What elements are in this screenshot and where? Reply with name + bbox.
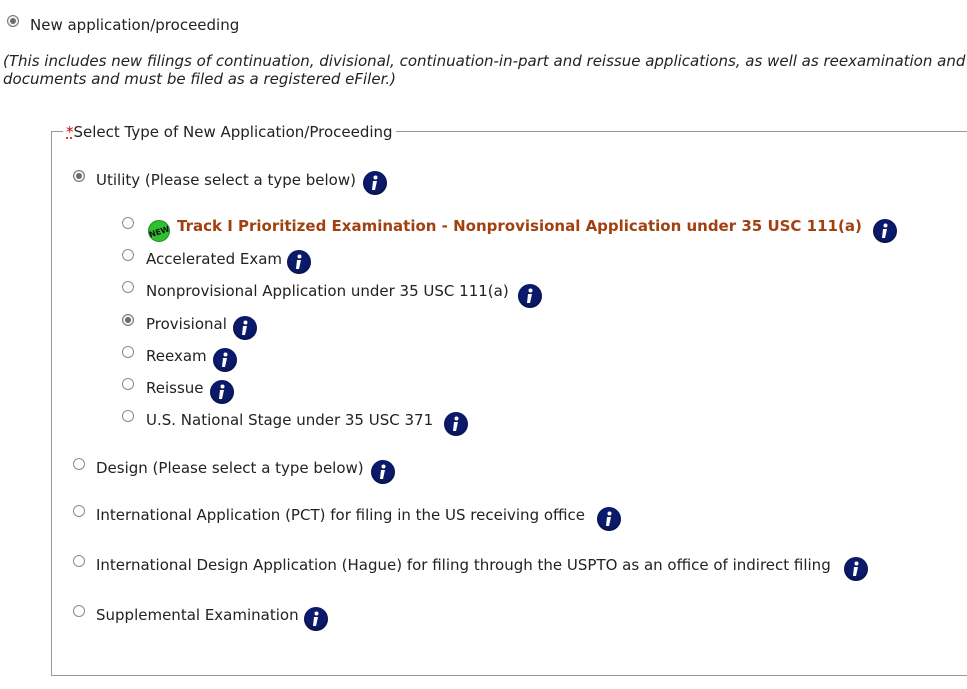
hague-label: International Design Application (Hague) for filing through the USPTO as an office of indirect filing <box>96 556 831 574</box>
track1-radio[interactable] <box>122 217 134 229</box>
national-stage-label: U.S. National Stage under 35 USC 371 <box>146 411 434 429</box>
nonprovisional-label: Nonprovisional Application under 35 USC 111(a) <box>146 282 509 300</box>
design-radio[interactable] <box>73 458 85 470</box>
info-icon[interactable] <box>363 171 387 195</box>
info-icon[interactable] <box>518 284 542 308</box>
accelerated-exam-radio[interactable] <box>122 249 134 261</box>
required-indicator: * <box>66 123 74 141</box>
national-stage-radio[interactable] <box>122 410 134 422</box>
application-type-legend <box>63 123 396 141</box>
reissue-label: Reissue <box>146 379 204 397</box>
supplemental-label: Supplemental Examination <box>96 606 299 624</box>
info-icon[interactable] <box>597 507 621 531</box>
legend-text: Select Type of New Application/Proceeding <box>73 123 393 141</box>
track1-label: Track I Prioritized Examination - Nonprovisional Application under 35 USC 111(a) <box>177 217 862 235</box>
utility-label: Utility (Please select a type below) <box>96 171 356 189</box>
info-icon[interactable] <box>444 412 468 436</box>
new-application-note: (This includes new filings of continuation, divisional, continuation-in-part and reissue applications, as well as reexamination and documents and must be filed as a registered eFiler.) <box>3 52 966 88</box>
reissue-radio[interactable] <box>122 378 134 390</box>
pct-radio[interactable] <box>73 505 85 517</box>
utility-radio[interactable] <box>73 170 85 182</box>
accelerated-exam-label: Accelerated Exam <box>146 250 283 268</box>
new-application-label: New application/proceeding <box>30 16 240 34</box>
info-icon[interactable] <box>371 460 395 484</box>
info-icon[interactable] <box>304 607 328 631</box>
info-icon[interactable] <box>213 348 237 372</box>
hague-radio[interactable] <box>73 555 85 567</box>
pct-label: International Application (PCT) for filing in the US receiving office <box>96 506 586 524</box>
new-application-radio[interactable] <box>7 15 19 27</box>
reexam-label: Reexam <box>146 347 207 365</box>
info-icon[interactable] <box>873 219 897 243</box>
info-icon[interactable] <box>844 557 868 581</box>
info-icon[interactable] <box>210 380 234 404</box>
supplemental-radio[interactable] <box>73 605 85 617</box>
reexam-radio[interactable] <box>122 346 134 358</box>
svg-text:NEW: NEW <box>147 224 171 240</box>
application-type-fieldset <box>51 131 967 676</box>
info-icon[interactable] <box>233 316 257 340</box>
nonprovisional-radio[interactable] <box>122 281 134 293</box>
provisional-label: Provisional <box>146 315 227 333</box>
design-label: Design (Please select a type below) <box>96 459 364 477</box>
provisional-radio[interactable] <box>122 314 134 326</box>
info-icon[interactable] <box>287 250 311 274</box>
new-badge-icon <box>146 219 172 243</box>
